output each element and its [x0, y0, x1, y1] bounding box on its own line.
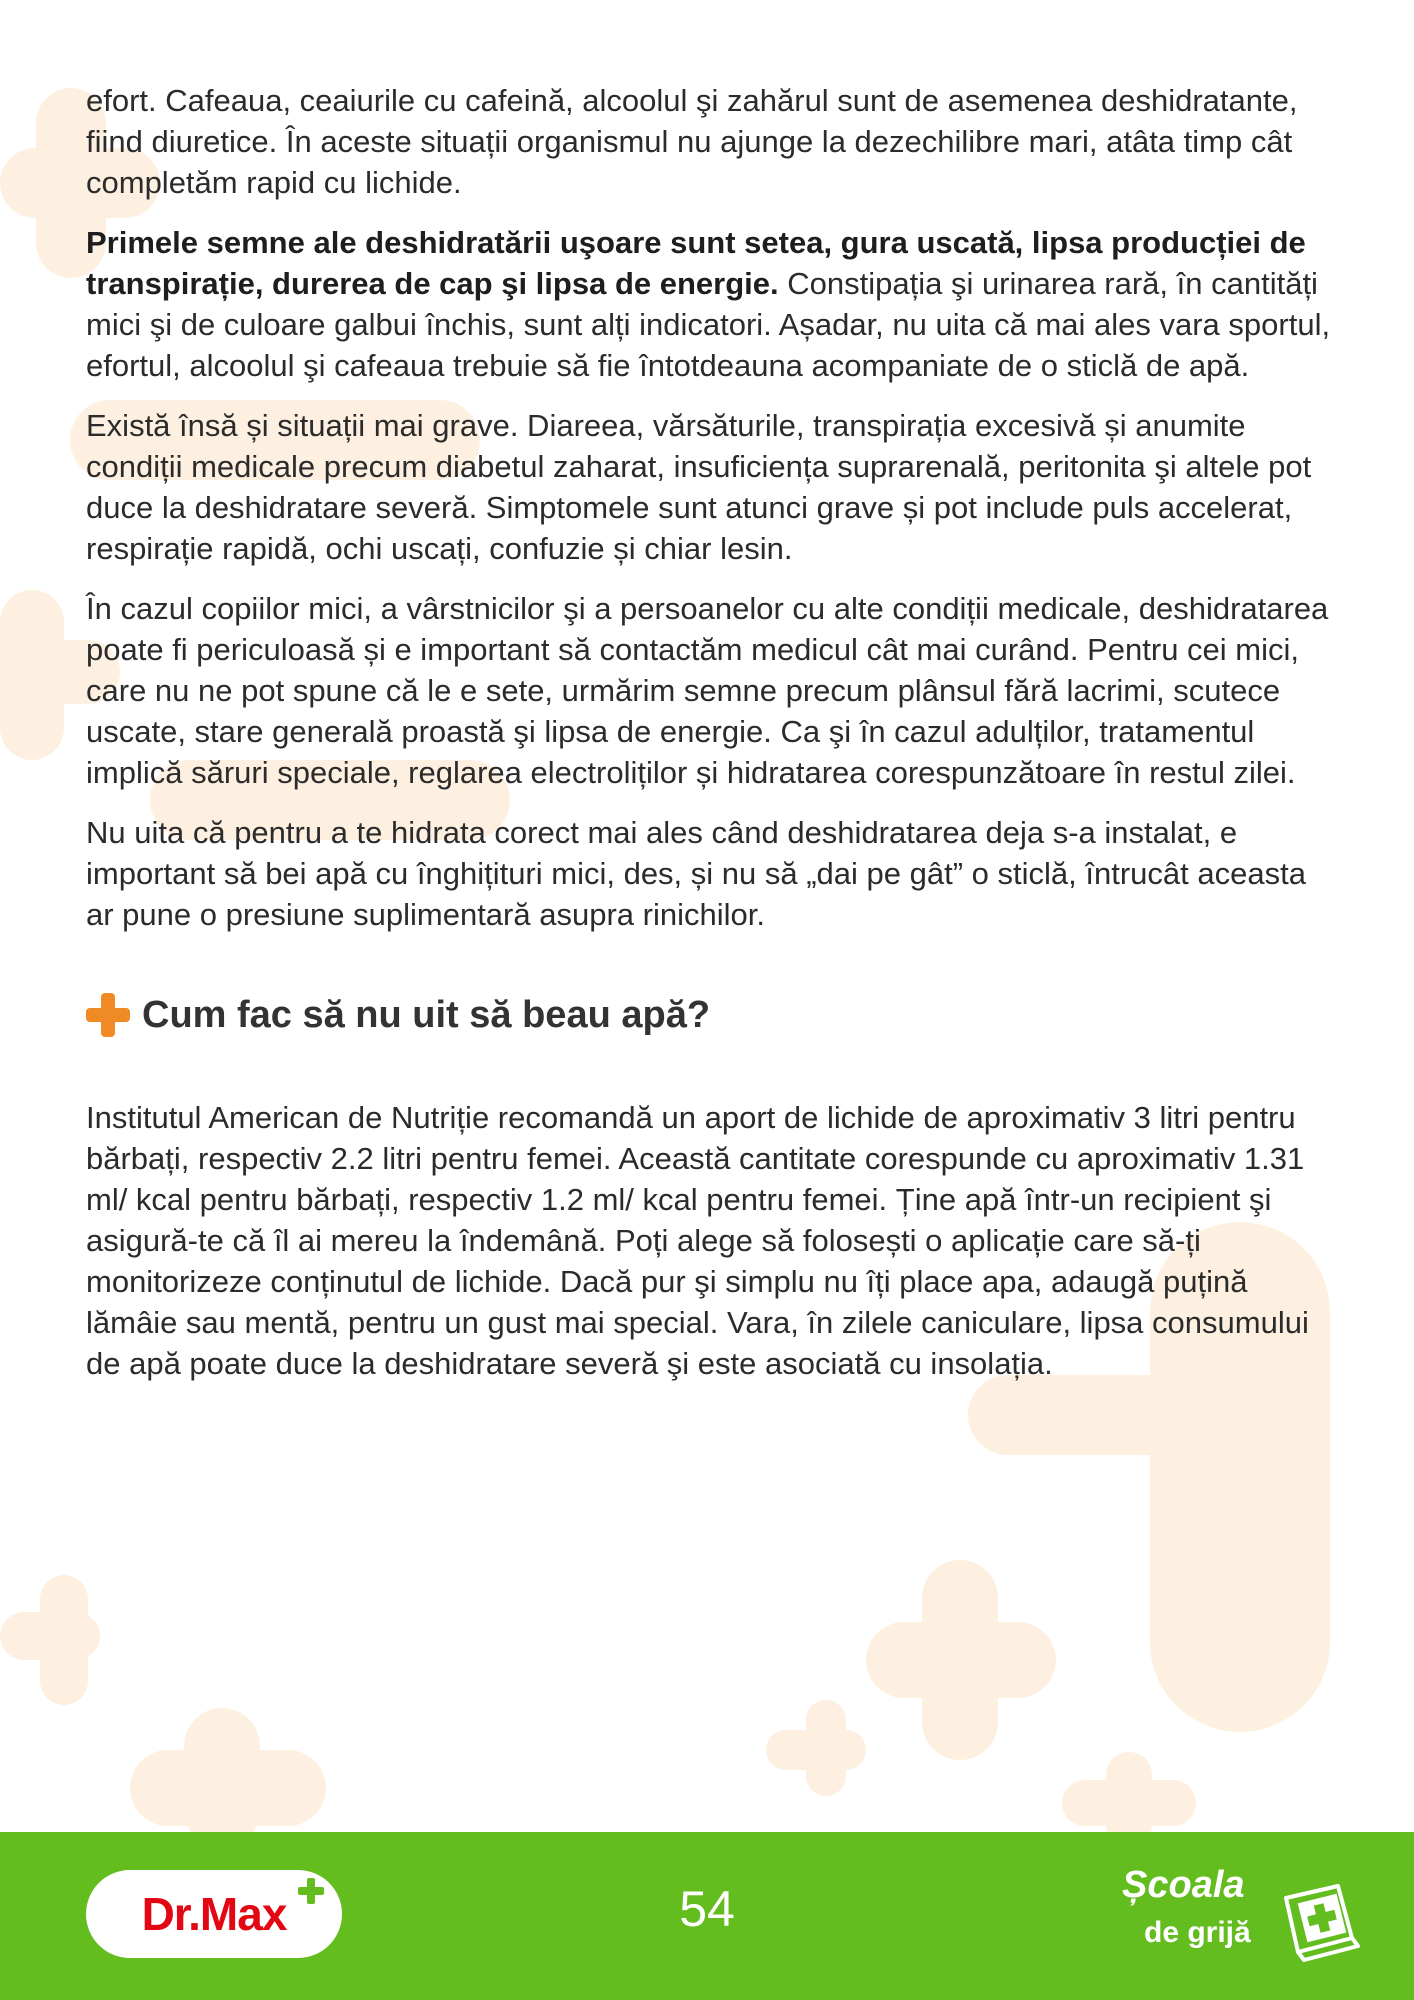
footer-bar [0, 1832, 1414, 2000]
decor-cross-horizontal [866, 1622, 1056, 1698]
paragraph: Nu uita că pentru a te hidrata corect mai ales când deshidratarea deja s-a instalat, e important să bei apă cu înghițituri mici, des, și nu să „dai pe gât” o sticlă, întrucât aceasta ar pune o presiune suplimentară asupra rinichilor. [86, 815, 1306, 932]
article-content [86, 80, 1336, 1403]
decor-cross-horizontal [766, 1730, 866, 1770]
plus-icon [86, 993, 130, 1037]
book-plus-icon [1268, 1868, 1368, 1968]
paragraph-bold-lead: Primele semne ale deshidratării uşoare sunt setea, gura uscată, lipsa producției de transpirație, durerea de cap şi lipsa de energie. [86, 225, 1306, 301]
section-heading [86, 993, 1336, 1037]
logo-text: Dr.Max [141, 1888, 287, 1940]
scoala-de-grija-logo[interactable] [1118, 1864, 1378, 1974]
paragraph: Primele semne ale deshidratării uşoare sunt setea, gura uscată, lipsa producției de transpirație, durerea de cap şi lipsa de energie. Constipația şi urinarea rară, în cantități mici şi de culoare galbui închis, sunt alți indicatori. Așadar, nu uita că mai ales vara sportul, efortul, alcoolul şi cafeaua trebuie să fie întotdeauna acompaniate de o sticlă de apă. [86, 225, 1331, 383]
section-body: Institutul American de Nutriție recomandă un aport de lichide de aproximativ 3 litri pentru bărbați, respectiv 2.2 litri pentru femei. Această cantitate corespunde cu aproximativ 1.31 ml/ kcal pentru bărbați, respectiv 1.2 ml/ kcal pentru femei. Ține apă într-un recipient şi asigură-te că îl ai mereu la îndemână. Poți alege să folosești o aplicație care să-ți monitorizeze conținutul de lichide. Dacă pur şi simplu nu îți place apa, adaugă puțină lămâie sau mentă, pentru un gust mai special. Vara, în zilele caniculare, lipsa consumului de apă poate duce la deshidratare severă şi este asociată cu insolația. [86, 1100, 1309, 1381]
brand-title: Școala [1122, 1864, 1245, 1906]
paragraph: efort. Cafeaua, ceaiurile cu cafeină, alcoolul şi zahărul sunt de asemenea deshidratante, fiind diuretice. În aceste situații organismul nu ajunge la dezechilibre mari, atâta timp cât completăm rapid cu lichide. [86, 83, 1298, 200]
page-number: 54 [679, 1881, 735, 1937]
paragraph: Există însă și situații mai grave. Diareea, vărsăturile, transpirația excesivă și anumite condiții medicale precum diabetul zaharat, insuficiența suprarenală, peritonita şi altele pot duce la deshidratare severă. Simptomele sunt atunci grave și pot include puls accelerat, respirație rapidă, ochi uscați, confuzie și chiar lesin. [86, 408, 1312, 566]
section-title: Cum fac să nu uit să beau apă? [142, 993, 711, 1036]
brand-subtitle: de grijă [1144, 1916, 1251, 1949]
decor-cross-horizontal [130, 1750, 326, 1826]
decor-cross-horizontal [0, 1612, 100, 1660]
paragraph: În cazul copiilor mici, a vârstnicilor şi a persoanelor cu alte condiții medicale, deshidratarea poate fi periculoasă și e important să contactăm medicul cât mai curând. Pentru cei mici, care nu ne pot spune că le e sete, urmărim semne precum plânsul fără lacrimi, scutece uscate, stare generală proastă şi lipsa de energie. Ca şi în cazul adulților, tratamentul implică săruri speciale, reglarea electroliților și hidratarea corespunzătoare în restul zilei. [86, 591, 1329, 790]
decor-cross-horizontal [1062, 1780, 1196, 1826]
